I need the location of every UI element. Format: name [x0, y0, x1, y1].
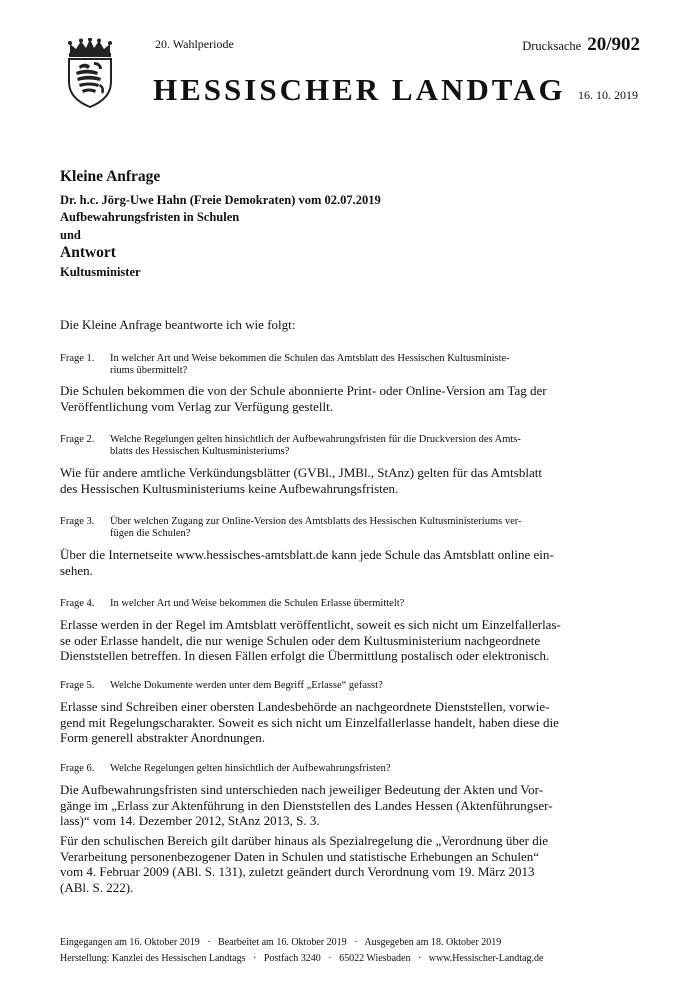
- document-date: 16. 10. 2019: [578, 88, 638, 102]
- author-line: Dr. h.c. Jörg-Uwe Hahn (Freie Demokraten) vom 02.07.2019: [60, 193, 381, 207]
- question-label: Frage 6.: [60, 763, 95, 774]
- antwort-heading: Antwort: [60, 244, 116, 261]
- question-label: Frage 2.: [60, 434, 95, 445]
- answer-text: Für den schulischen Bereich gilt darüber hinaus als Spezialregelung die „Verordnung über die Verarbeitung personenbezogener Daten in Schulen und statistische Erhebungen an Schulen“ vom 4. Februar 2009 (ABl. S. 131), zuletzt geändert durch Verordnung vom 19. März 2013 (ABl. S. 222).: [60, 833, 549, 895]
- answer-text: Über die Internetseite www.hessisches-amtsblatt.de kann jede Schule das Amtsblatt online ein- sehen.: [60, 547, 554, 578]
- coat-of-arms-logo: [64, 38, 116, 108]
- minister-line: Kultusminister: [60, 265, 141, 279]
- question-text: In welcher Art und Weise bekommen die Schulen Erlasse übermittelt?: [110, 598, 405, 609]
- drucksache-label: Drucksache: [522, 39, 582, 53]
- kleine-anfrage-heading: Kleine Anfrage: [60, 168, 161, 185]
- question-label: Frage 4.: [60, 598, 95, 609]
- drucksache-number: 20/902: [587, 34, 640, 55]
- document-title: HESSISCHER LANDTAG: [153, 72, 566, 107]
- answer-text: Erlasse werden in der Regel im Amtsblatt veröffentlicht, soweit es sich nicht um Einzelfallerlas- se oder Erlasse handelt, die nur wenige Schulen oder dem Kultusministerium nachgeordnete Dienststellen betreffen. In diesen Fällen erfolgt die Übermittlung postalisch oder elektronisch.: [60, 617, 561, 663]
- answer-text: Die Schulen bekommen die von der Schule abonnierte Print- oder Online-Version am Tag der Veröffentlichung vom Verlag zur Verfügung gestellt.: [60, 383, 547, 414]
- subject-line: Aufbewahrungsfristen in Schulen: [60, 210, 240, 224]
- question-text: Welche Regelungen gelten hinsichtlich der Aufbewahrungsfristen für die Druckversion des Amts- blatts des Hessischen Kultusministeriums?: [110, 434, 521, 457]
- lead-sentence: Die Kleine Anfrage beantworte ich wie folgt:: [60, 317, 296, 332]
- answer-text: Erlasse sind Schreiben einer obersten Landesbehörde an nachgeordnete Dienststellen, vorwie- gend mit Regelungscharakter. Soweit es sich nicht um Einzelfallerlasse handelt, haben diese die Form generell abstrakter Anordnungen.: [60, 699, 559, 745]
- wahlperiode: 20. Wahlperiode: [155, 37, 234, 51]
- footer-imprint: Herstellung: Kanzlei des Hessischen Landtags · Postfach 3240 · 65022 Wiesbaden · www.Hessischer-Landtag.de: [60, 953, 544, 964]
- question-text: In welcher Art und Weise bekommen die Schulen das Amtsblatt des Hessischen Kultusministe- riums übermittelt?: [110, 353, 510, 376]
- question-text: Welche Regelungen gelten hinsichtlich der Aufbewahrungsfristen?: [110, 763, 391, 774]
- question-text: Über welchen Zugang zur Online-Version des Amtsblatts des Hessischen Kultusministeriums ver- fügen die Schulen?: [110, 516, 522, 539]
- question-label: Frage 5.: [60, 680, 95, 691]
- footer-dates: Eingegangen am 16. Oktober 2019 · Bearbeitet am 16. Oktober 2019 · Ausgegeben am 18. Oktober 2019: [60, 937, 502, 948]
- question-text: Welche Dokumente werden unter dem Begriff „Erlasse“ gefasst?: [110, 680, 383, 691]
- answer-text: Die Aufbewahrungsfristen sind unterschieden nach jeweiliger Bedeutung der Akten und Vor- gänge im „Erlass zur Aktenführung in den Dienststellen des Landes Hessen (Aktenführungser- lass)“ vom 14. Dezember 2012, StAnz 2013, S. 3.: [60, 782, 553, 828]
- drucksache: [522, 34, 640, 56]
- question-label: Frage 1.: [60, 353, 95, 364]
- und-line: und: [60, 228, 81, 242]
- answer-text: Wie für andere amtliche Verkündungsblätter (GVBl., JMBl., StAnz) gelten für das Amtsblatt des Hessischen Kultusministeriums keine Aufbewahrungsfristen.: [60, 465, 542, 496]
- question-label: Frage 3.: [60, 516, 95, 527]
